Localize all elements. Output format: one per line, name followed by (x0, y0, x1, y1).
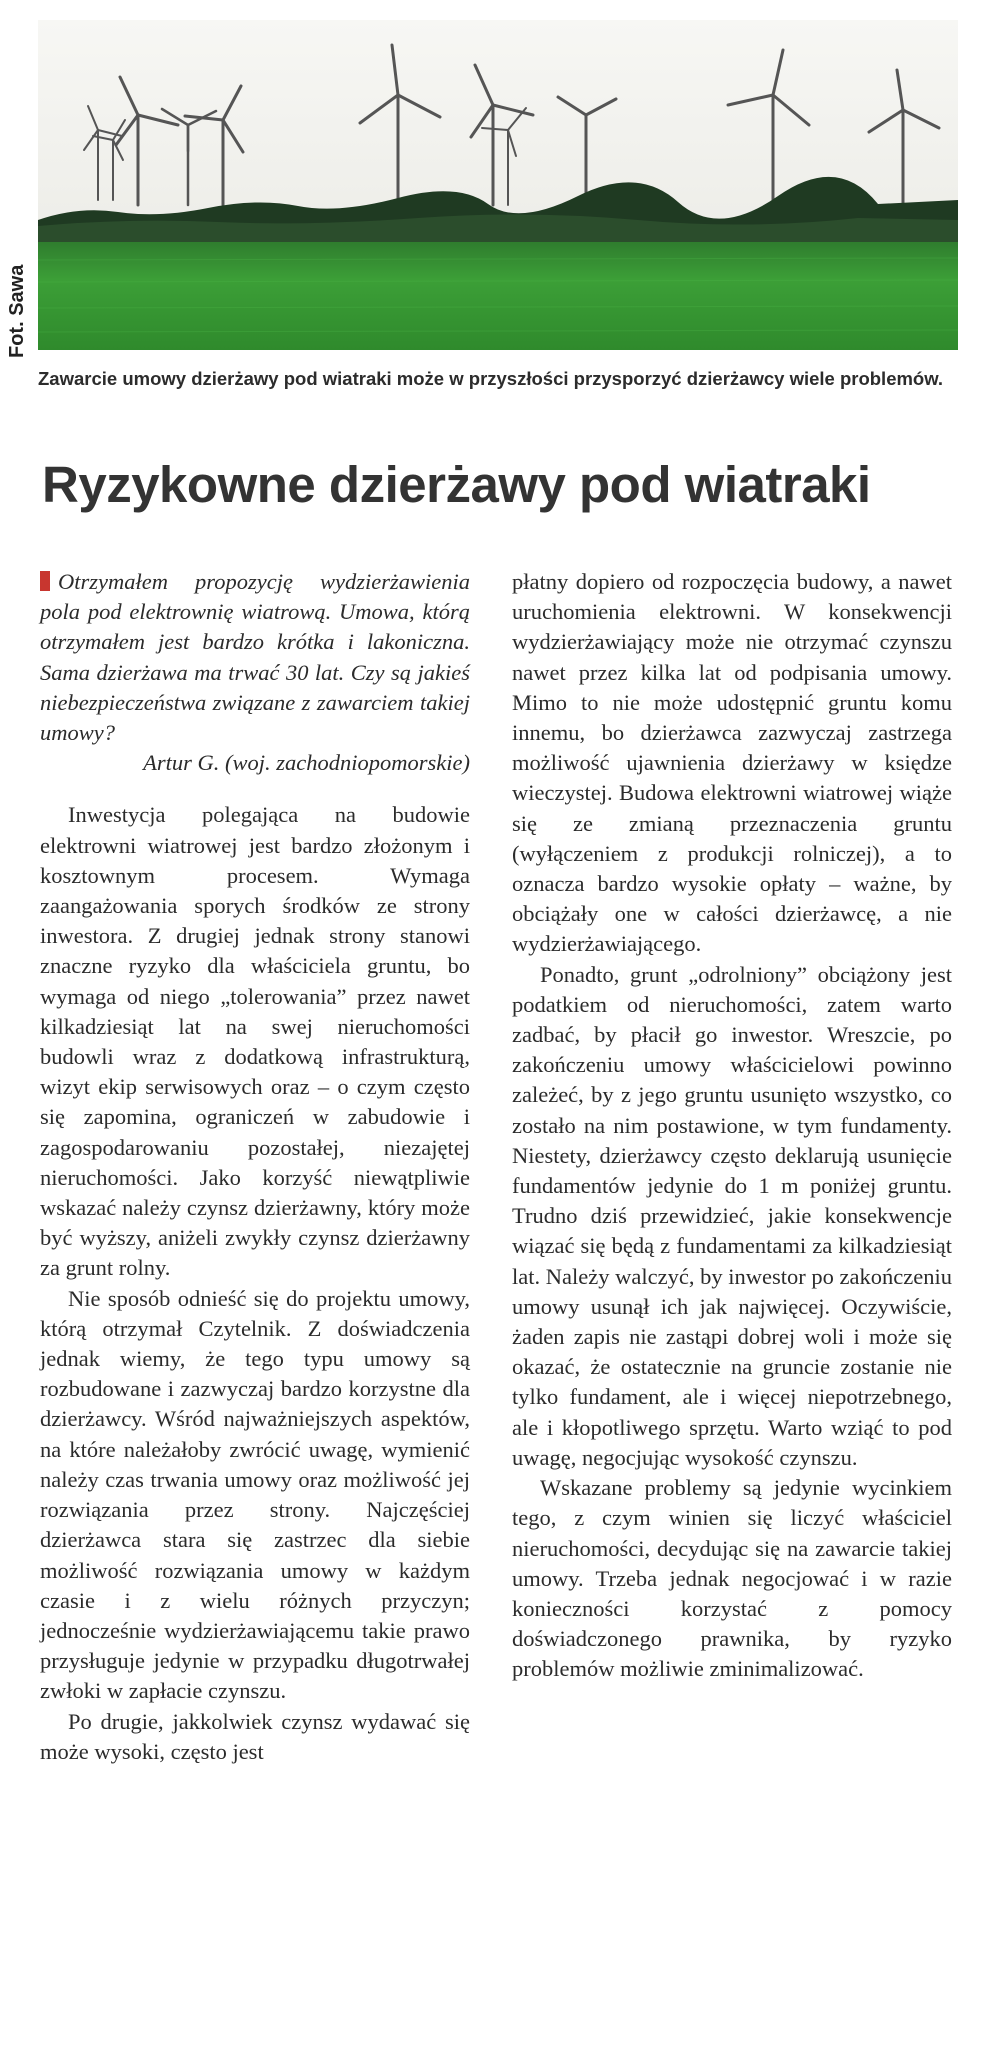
question-marker-icon (40, 571, 50, 591)
paragraph: Po drugie, jakkolwiek czynsz wydawać się może wysoki, często jest (40, 1708, 470, 1764)
photo-credit (2, 248, 30, 358)
paragraph: płatny dopiero od rozpoczęcia budowy, a nawet uruchomienia elektrowni. W konsekwencji wydzierżawiający może nie otrzymać czynszu nawet przez kilka lat od podpisania umowy. Mimo to nie może udostępnić gruntu komu innemu, bo dzierżawca zazwyczaj zastrzega możliwość ujawnienia dzierżawy w księdze wieczystej. Budowa elektrowni wiatrowej wiąże się ze zmianą przeznaczenia gruntu (wyłączeniem z produkcji rolniczej), a to oznacza bardzo wysokie opłaty – ważne, by obciążały one w całości dzierżawcę, a nie wydzierżawiającego. (512, 569, 952, 957)
paragraph: Wskazane problemy są jedynie wycinkiem tego, z czym winien się liczyć właściciel nieruchomości, decydując się na zawarcie takiej umowy. Trzeba jednak negocjować i w razie konieczności korzystać z pomocy doświadczonego prawnika, by ryzyko problemów możliwie zminimalizować. (512, 1475, 952, 1682)
photo (38, 20, 958, 350)
paragraph: Inwestycja polegająca na budowie elektrowni wiatrowej jest bardzo złożonym i kosztownym procesem. Wymaga zaangażowania sporych środków ze strony inwestora. Z drugiej jednak strony stanowi znaczne ryzyko dla właściciela gruntu, bo wymaga od niego „tolerowania” przez nawet kilkadziesiąt lat na swej nieruchomości budowli wraz z dodatkową infrastrukturą, wizyt ekip serwisowych oraz – o czym często się zapomina, ograniczeń w zabudowie i zagospodarowaniu pozostałej, niezajętej nieruchomości. Jako korzyść niewątpliwie wskazać należy czynsz dzierżawny, który może być wyższy, aniżeli zwykły czynsz dzierżawny za grunt rolny. (40, 802, 470, 1281)
paragraph: Nie sposób odnieść się do projektu umowy, którą otrzymał Czytelnik. Z doświadczenia jednak wiemy, że tego typu umowy są rozbudowane i zazwyczaj bardzo korzystne dla dzierżawcy. Wśród najważniejszych aspektów, na które należałoby zwrócić uwagę, wymienić należy czas trwania umowy oraz możliwość jej rozwiązania przez strony. Najczęściej dzierżawca stara się zastrzec dla siebie możliwość rozwiązania umowy w każdym czasie i z wielu różnych przyczyn; jednocześnie wydzierżawiającemu takie prawo przysługuje jedynie w przypadku długotrwałej zwłoki w zapłacie czynszu. (40, 1285, 470, 1704)
left-column (40, 567, 470, 1767)
reader-question (40, 567, 470, 748)
photo-credit-text: Fot. Sawa (6, 264, 28, 358)
wind-farm-photo (38, 20, 958, 350)
paragraph: Ponadto, grunt „odrolniony” obciążony jest podatkiem od nieruchomości, zatem warto zadbać, by płacił go inwestor. Wreszcie, po zakończeniu umowy właścicielowi powinno zależeć, by z jego gruntu usunięto wszystko, co zostało na nim postawione, w tym fundamenty. Niestety, dzierżawcy często deklarują usunięcie fundamentów jedynie do 1 m poniżej gruntu. Trudno dziś przewidzieć, jakie konsekwencje wiązać się będą z fundamentami za kilkadziesiąt lat. Należy walczyć, by inwestor po zakończeniu umowy usunął ich jak najwięcej. Oczywiście, żaden zapis nie zastąpi dobrej woli i może się okazać, że ostatecznie na gruncie zostanie nie tylko fundament, ale i więcej niepotrzebnego, ale i kłopotliwego sprzętu. Warto wziąć to pod uwagę, negocjując wysokość czynszu. (512, 961, 952, 1470)
article-title: Ryzykowne dzierżawy pod wiatraki (42, 456, 871, 513)
question-text: Otrzymałem propozycję wydzierżawienia pola pod elektrownię wiatrową. Umowa, którą otrzymałem jest bardzo krótka i lakoniczna. Sama dzierżawa ma trwać 30 lat. Czy są jakieś niebezpieczeństwa związane z zawarciem takiej umowy? (40, 569, 470, 746)
right-column (512, 567, 952, 1685)
question-author: Artur G. (woj. zachodniopomorskie) (143, 750, 470, 776)
photo-caption: Zawarcie umowy dzierżawy pod wiatraki może w przyszłości przysporzyć dzierżawcy wiele problemów. (38, 368, 944, 389)
